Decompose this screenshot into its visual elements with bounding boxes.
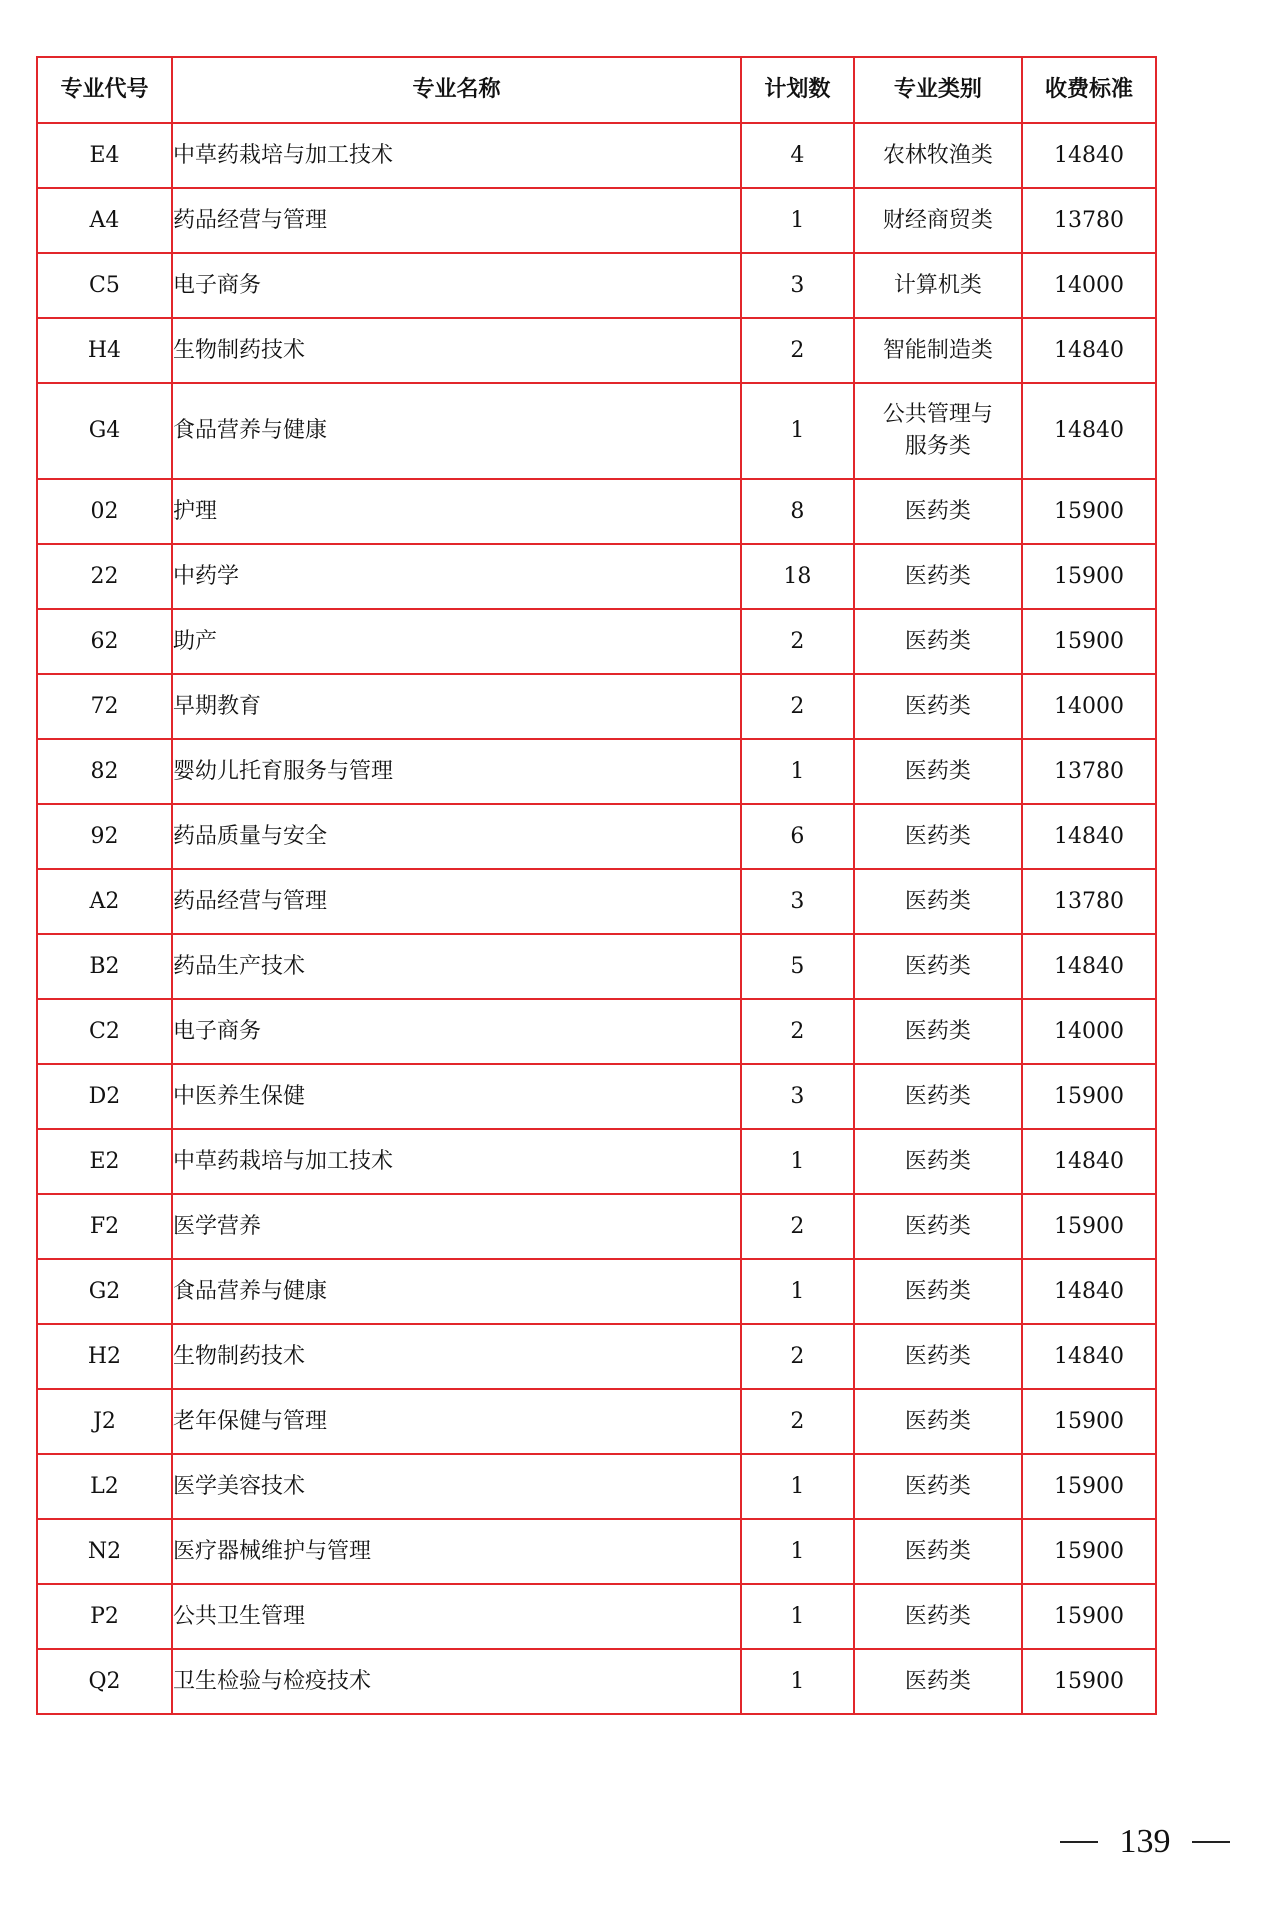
table-row <box>37 1454 1156 1519</box>
cell-plan: 2 <box>741 674 854 739</box>
page-number-value: 139 <box>1119 1823 1171 1860</box>
cell-name: 食品营养与健康 <box>172 383 741 479</box>
cell-fee: 14840 <box>1022 804 1156 869</box>
cell-fee: 14840 <box>1022 123 1156 188</box>
cell-name: 早期教育 <box>172 674 741 739</box>
cell-category: 医药类 <box>854 1519 1022 1584</box>
table-row <box>37 1649 1156 1714</box>
table-row <box>37 609 1156 674</box>
cell-fee: 15900 <box>1022 1584 1156 1649</box>
cell-plan: 4 <box>741 123 854 188</box>
category-line-1: 公共管理与 <box>882 402 993 428</box>
cell-fee: 14840 <box>1022 934 1156 999</box>
cell-plan: 1 <box>741 1259 854 1324</box>
cell-name: 医疗器械维护与管理 <box>172 1519 741 1584</box>
cell-category: 医药类 <box>854 544 1022 609</box>
cell-code: N2 <box>37 1519 172 1584</box>
cell-plan: 1 <box>741 383 854 479</box>
table-row <box>37 1519 1156 1584</box>
cell-name: 公共卫生管理 <box>172 1584 741 1649</box>
cell-fee: 14840 <box>1022 1324 1156 1389</box>
cell-plan: 2 <box>741 999 854 1064</box>
cell-plan: 1 <box>741 1649 854 1714</box>
cell-code: G2 <box>37 1259 172 1324</box>
cell-code: H2 <box>37 1324 172 1389</box>
cell-code: Q2 <box>37 1649 172 1714</box>
cell-code: P2 <box>37 1584 172 1649</box>
table-header-row <box>37 57 1156 123</box>
cell-plan: 5 <box>741 934 854 999</box>
cell-category: 智能制造类 <box>854 318 1022 383</box>
cell-name: 医学营养 <box>172 1194 741 1259</box>
header-category: 专业类别 <box>854 57 1022 123</box>
cell-plan: 18 <box>741 544 854 609</box>
cell-fee: 15900 <box>1022 1454 1156 1519</box>
cell-code: D2 <box>37 1064 172 1129</box>
cell-code: 62 <box>37 609 172 674</box>
cell-category: 医药类 <box>854 1649 1022 1714</box>
cell-code: 22 <box>37 544 172 609</box>
cell-code: A4 <box>37 188 172 253</box>
cell-code: E2 <box>37 1129 172 1194</box>
cell-name: 中草药栽培与加工技术 <box>172 1129 741 1194</box>
cell-name: 生物制药技术 <box>172 1324 741 1389</box>
table-row <box>37 123 1156 188</box>
table-row <box>37 253 1156 318</box>
cell-code: F2 <box>37 1194 172 1259</box>
cell-code: C5 <box>37 253 172 318</box>
cell-fee: 14000 <box>1022 674 1156 739</box>
table-row <box>37 544 1156 609</box>
cell-category: 医药类 <box>854 999 1022 1064</box>
cell-category: 财经商贸类 <box>854 188 1022 253</box>
cell-plan: 1 <box>741 739 854 804</box>
table-row <box>37 1324 1156 1389</box>
table-row <box>37 1129 1156 1194</box>
cell-code: G4 <box>37 383 172 479</box>
table-row <box>37 188 1156 253</box>
cell-plan: 2 <box>741 1389 854 1454</box>
cell-plan: 2 <box>741 1324 854 1389</box>
header-plan: 计划数 <box>741 57 854 123</box>
cell-fee: 14840 <box>1022 1259 1156 1324</box>
cell-code: B2 <box>37 934 172 999</box>
cell-name: 电子商务 <box>172 253 741 318</box>
cell-fee: 15900 <box>1022 1064 1156 1129</box>
table-row <box>37 383 1156 479</box>
cell-code: 02 <box>37 479 172 544</box>
cell-category: 医药类 <box>854 934 1022 999</box>
cell-plan: 3 <box>741 253 854 318</box>
table-row <box>37 1389 1156 1454</box>
cell-plan: 1 <box>741 188 854 253</box>
table-row <box>37 869 1156 934</box>
header-fee: 收费标准 <box>1022 57 1156 123</box>
cell-category: 医药类 <box>854 1584 1022 1649</box>
cell-plan: 2 <box>741 1194 854 1259</box>
cell-code: H4 <box>37 318 172 383</box>
cell-name: 婴幼儿托育服务与管理 <box>172 739 741 804</box>
cell-category: 计算机类 <box>854 253 1022 318</box>
cell-name: 药品质量与安全 <box>172 804 741 869</box>
cell-name: 药品经营与管理 <box>172 869 741 934</box>
cell-plan: 8 <box>741 479 854 544</box>
cell-fee: 13780 <box>1022 739 1156 804</box>
cell-code: C2 <box>37 999 172 1064</box>
cell-fee: 13780 <box>1022 188 1156 253</box>
cell-plan: 1 <box>741 1584 854 1649</box>
cell-fee: 15900 <box>1022 609 1156 674</box>
cell-category: 医药类 <box>854 1194 1022 1259</box>
category-line-2: 服务类 <box>904 434 971 459</box>
table-row <box>37 1194 1156 1259</box>
cell-name: 药品生产技术 <box>172 934 741 999</box>
cell-code: 72 <box>37 674 172 739</box>
cell-code: J2 <box>37 1389 172 1454</box>
cell-code: L2 <box>37 1454 172 1519</box>
cell-fee: 14840 <box>1022 318 1156 383</box>
header-name: 专业名称 <box>172 57 741 123</box>
cell-category <box>854 383 1022 479</box>
table-row <box>37 479 1156 544</box>
table-row <box>37 1064 1156 1129</box>
cell-plan: 3 <box>741 1064 854 1129</box>
cell-name: 中医养生保健 <box>172 1064 741 1129</box>
header-code: 专业代号 <box>37 57 172 123</box>
cell-name: 中草药栽培与加工技术 <box>172 123 741 188</box>
cell-plan: 1 <box>741 1519 854 1584</box>
cell-category: 医药类 <box>854 739 1022 804</box>
cell-category: 医药类 <box>854 1129 1022 1194</box>
cell-fee: 14840 <box>1022 1129 1156 1194</box>
table-row <box>37 934 1156 999</box>
cell-category: 医药类 <box>854 479 1022 544</box>
cell-name: 老年保健与管理 <box>172 1389 741 1454</box>
cell-fee: 15900 <box>1022 1194 1156 1259</box>
cell-code: 92 <box>37 804 172 869</box>
majors-table <box>36 56 1157 1715</box>
cell-name: 电子商务 <box>172 999 741 1064</box>
cell-plan: 1 <box>741 1454 854 1519</box>
page-number-left-dash <box>1060 1841 1098 1843</box>
cell-plan: 1 <box>741 1129 854 1194</box>
cell-name: 助产 <box>172 609 741 674</box>
cell-fee: 13780 <box>1022 869 1156 934</box>
cell-name: 中药学 <box>172 544 741 609</box>
table-row <box>37 999 1156 1064</box>
table-row <box>37 674 1156 739</box>
cell-fee: 15900 <box>1022 479 1156 544</box>
cell-category: 医药类 <box>854 1324 1022 1389</box>
cell-fee: 15900 <box>1022 1519 1156 1584</box>
cell-category: 医药类 <box>854 869 1022 934</box>
table-row <box>37 318 1156 383</box>
cell-category: 医药类 <box>854 674 1022 739</box>
cell-fee: 15900 <box>1022 1389 1156 1454</box>
cell-code: 82 <box>37 739 172 804</box>
cell-category: 医药类 <box>854 1389 1022 1454</box>
table-row <box>37 1584 1156 1649</box>
cell-fee: 14000 <box>1022 253 1156 318</box>
cell-category: 医药类 <box>854 1454 1022 1519</box>
cell-category: 医药类 <box>854 804 1022 869</box>
page-number-right-dash <box>1192 1841 1230 1843</box>
cell-plan: 2 <box>741 609 854 674</box>
cell-fee: 15900 <box>1022 544 1156 609</box>
cell-plan: 6 <box>741 804 854 869</box>
cell-fee: 15900 <box>1022 1649 1156 1714</box>
cell-plan: 3 <box>741 869 854 934</box>
cell-category: 医药类 <box>854 609 1022 674</box>
table-row <box>37 739 1156 804</box>
table-row <box>37 804 1156 869</box>
cell-fee: 14840 <box>1022 383 1156 479</box>
cell-name: 生物制药技术 <box>172 318 741 383</box>
cell-name: 药品经营与管理 <box>172 188 741 253</box>
table-row <box>37 1259 1156 1324</box>
cell-code: E4 <box>37 123 172 188</box>
cell-name: 食品营养与健康 <box>172 1259 741 1324</box>
cell-name: 卫生检验与检疫技术 <box>172 1649 741 1714</box>
cell-name: 医学美容技术 <box>172 1454 741 1519</box>
cell-category: 农林牧渔类 <box>854 123 1022 188</box>
cell-name: 护理 <box>172 479 741 544</box>
cell-category: 医药类 <box>854 1064 1022 1129</box>
cell-code: A2 <box>37 869 172 934</box>
cell-plan: 2 <box>741 318 854 383</box>
cell-fee: 14000 <box>1022 999 1156 1064</box>
cell-category: 医药类 <box>854 1259 1022 1324</box>
page-number <box>1060 1818 1230 1866</box>
